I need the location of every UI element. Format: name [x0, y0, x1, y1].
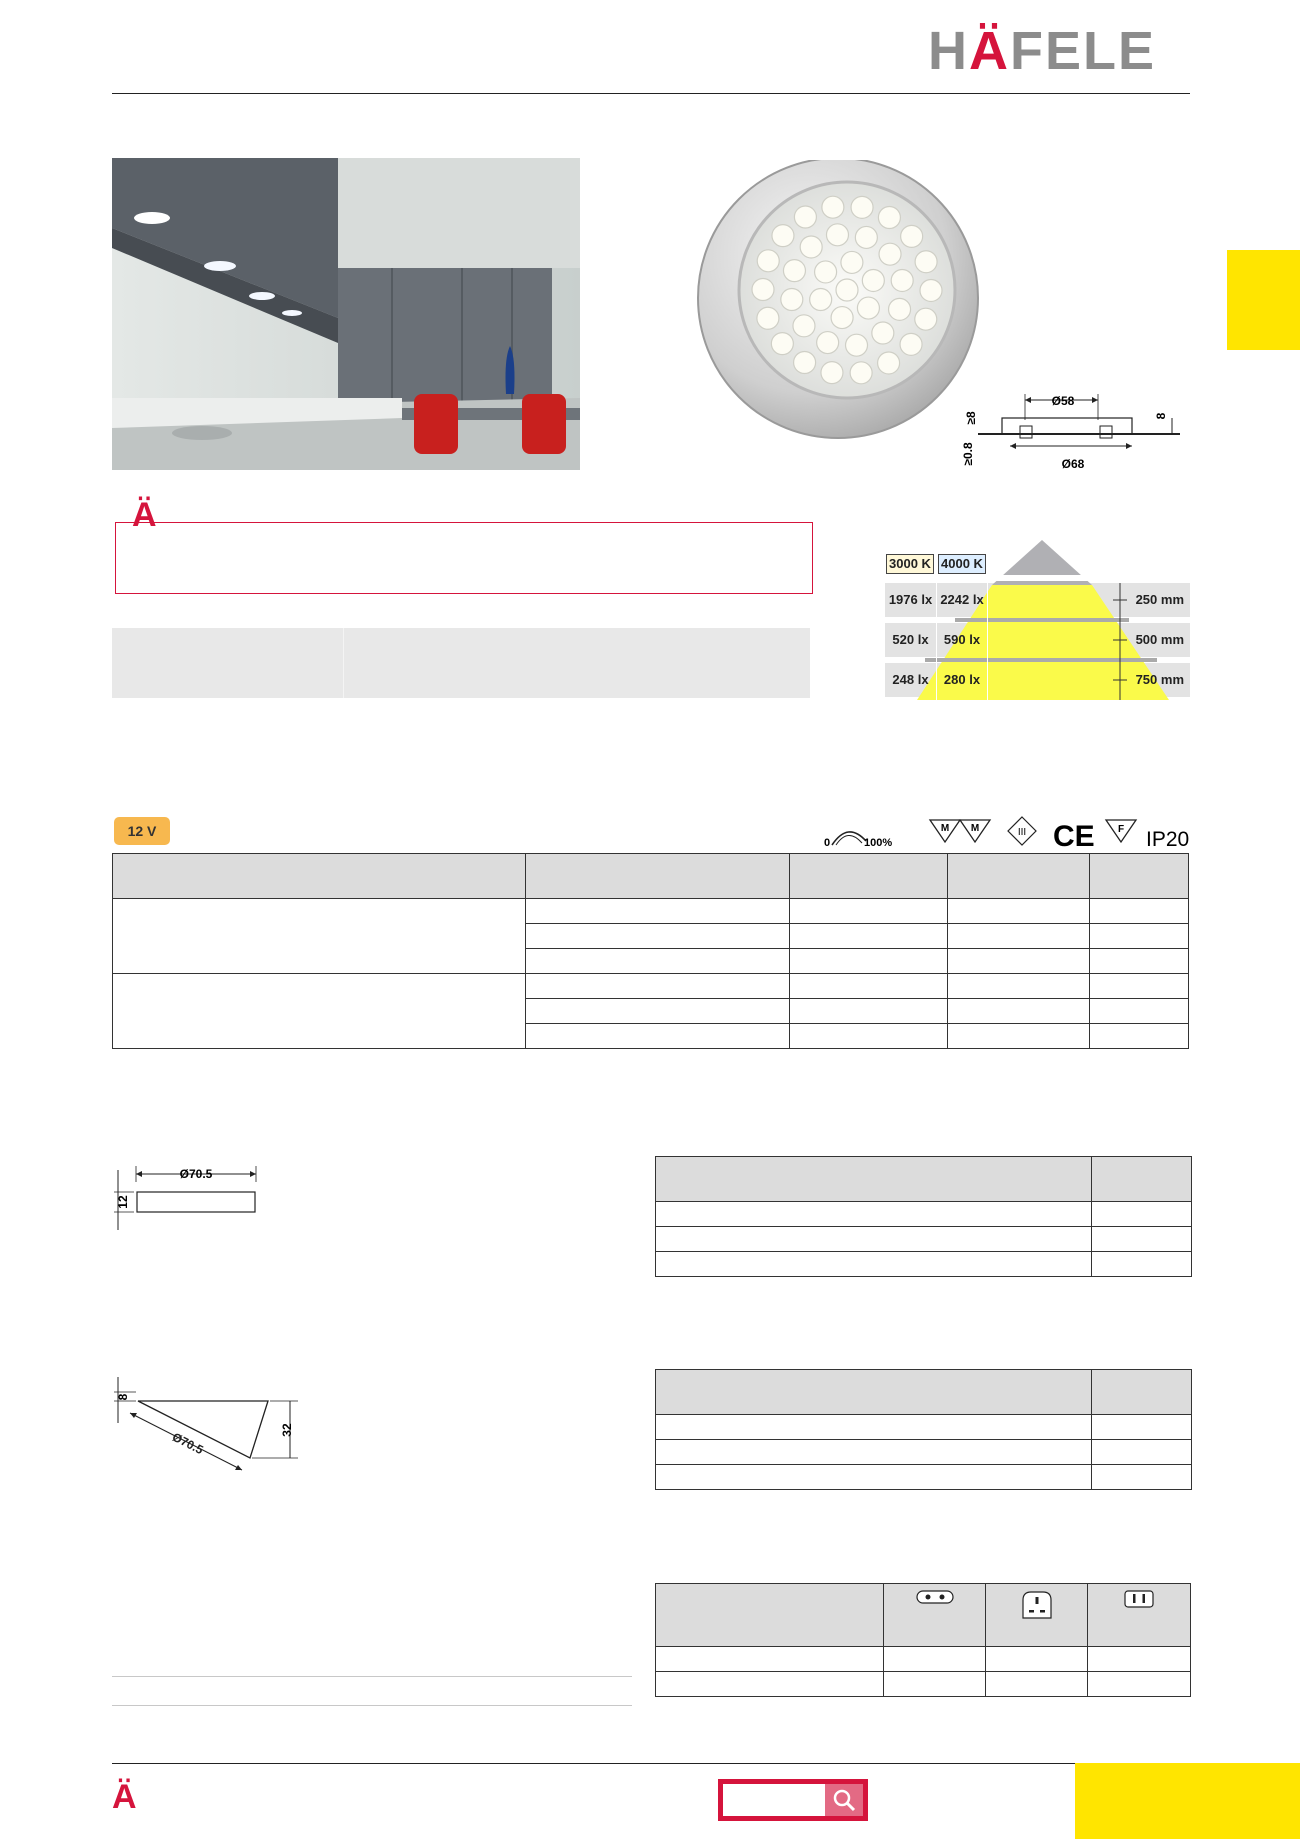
header-divider: [112, 93, 1190, 94]
led-dot: [772, 225, 794, 247]
lux-3000-250: 1976 lx: [888, 592, 933, 607]
led-dot: [815, 261, 837, 283]
dim-d68-label: Ø68: [1061, 457, 1085, 471]
info-panel-value: [344, 628, 810, 698]
divider: [112, 1705, 632, 1706]
lux-3000-500: 520 lx: [892, 632, 929, 647]
article-table: [112, 853, 1189, 1049]
spacer-ring-drawing: [110, 1160, 270, 1240]
search-box[interactable]: [718, 1779, 868, 1821]
angled-diameter-label: Ø70.5: [170, 1429, 206, 1458]
temp-4000k-label: 4000 K: [938, 554, 986, 574]
col-header-1: [113, 854, 526, 899]
led-dot: [915, 308, 937, 330]
footer-tab[interactable]: [1075, 1763, 1300, 1839]
col-header-2: [526, 854, 790, 899]
angled-height-left-label: 8: [116, 1393, 131, 1401]
lux-pyramid-chart: [885, 540, 1190, 700]
led-dot: [891, 269, 913, 291]
lux-4000-750: 280 lx: [943, 672, 981, 687]
dimmable-icon: [824, 832, 892, 849]
dim-d58-label: Ø58: [1051, 394, 1075, 408]
col-header-5: [1090, 854, 1189, 899]
led-dot: [841, 251, 863, 273]
table-row: [656, 1465, 1192, 1490]
kitchen-photo: [112, 158, 580, 470]
ip-rating-label: IP20: [1146, 828, 1190, 851]
table-row: [656, 1415, 1192, 1440]
kitchen-illustration: [112, 158, 580, 470]
info-panel: [112, 628, 810, 698]
brand-mark: Ä: [132, 496, 157, 534]
led-dot: [793, 315, 815, 337]
led-dot: [878, 206, 900, 228]
voltage-badge: 12 V: [114, 817, 170, 845]
table-row: [113, 974, 1189, 999]
led-dot: [836, 279, 858, 301]
temp-3000k-label: 3000 K: [886, 554, 934, 574]
led-dot: [901, 225, 923, 247]
led-dot: [794, 206, 816, 228]
article-table-header: [113, 854, 1189, 899]
led-dot: [915, 251, 937, 273]
ring-diameter-label: Ø70.5: [179, 1167, 213, 1181]
table-row: [656, 1202, 1192, 1227]
led-dot: [794, 352, 816, 374]
svg-text:III: III: [1017, 827, 1027, 838]
led-dot: [900, 333, 922, 355]
dim-min8-label: ≥8: [964, 411, 978, 425]
uk-plug-icon: [986, 1584, 1088, 1647]
table-row: [656, 1440, 1192, 1465]
mm-mark-icon: [930, 820, 990, 842]
certification-symbols: [820, 815, 1192, 851]
f-mark-icon: [1106, 820, 1136, 842]
accessory-table-2: [655, 1369, 1192, 1490]
led-dot: [850, 362, 872, 384]
led-dot: [821, 362, 843, 384]
table-row: [656, 1227, 1192, 1252]
table-row: [656, 1647, 1191, 1672]
divider: [112, 1676, 632, 1677]
group-cell: [113, 974, 526, 1049]
led-light-image: [693, 160, 983, 450]
svg-text:100%: 100%: [864, 837, 893, 849]
svg-text:0: 0: [824, 837, 831, 849]
note-box: [115, 522, 813, 594]
table-row: [113, 899, 1189, 924]
led-dot: [879, 243, 901, 265]
col-header-4: [948, 854, 1090, 899]
footer-divider: [112, 1763, 1080, 1764]
info-panel-label: [112, 628, 344, 698]
search-button[interactable]: [825, 1784, 863, 1816]
led-dot: [810, 289, 832, 311]
footer-brand-mark: Ä: [112, 1778, 137, 1816]
accessory-table-1: [655, 1156, 1192, 1277]
dim-sheet-label: ≥0.8: [961, 442, 975, 466]
plug-type-table: [655, 1583, 1191, 1697]
led-dot: [889, 298, 911, 320]
angled-ring-drawing: [110, 1375, 310, 1480]
svg-text:M: M: [970, 823, 980, 834]
led-dot: [831, 307, 853, 329]
led-dot: [920, 279, 942, 301]
svg-text:CE: CE: [1053, 820, 1095, 851]
led-dot: [800, 236, 822, 258]
led-dot: [862, 269, 884, 291]
led-dot: [817, 332, 839, 354]
led-dot: [783, 260, 805, 282]
col-header-3: [790, 854, 948, 899]
led-dot: [781, 289, 803, 311]
led-dot: [757, 250, 779, 272]
lux-4000-250: 2242 lx: [940, 592, 984, 607]
protection-class-iii-icon: [1008, 817, 1036, 845]
search-icon: [825, 1784, 863, 1816]
led-dot: [878, 352, 900, 374]
led-dot: [846, 334, 868, 356]
angled-height-right-label: 32: [280, 1423, 295, 1437]
table-row: [656, 1672, 1191, 1697]
lux-3000-750: 248 lx: [892, 672, 929, 687]
mounting-dimension-drawing: [960, 388, 1200, 478]
led-dot: [857, 297, 879, 319]
section-tab[interactable]: [1227, 250, 1300, 350]
distance-250: 250 mm: [1135, 592, 1184, 607]
distance-750: 750 mm: [1135, 672, 1184, 687]
led-dot: [855, 226, 877, 248]
led-dot: [752, 279, 774, 301]
led-dot: [771, 333, 793, 355]
table-row: [656, 1252, 1192, 1277]
group-cell: [113, 899, 526, 974]
led-dot: [872, 322, 894, 344]
distance-500: 500 mm: [1135, 632, 1184, 647]
lux-4000-500: 590 lx: [943, 632, 981, 647]
dim-h8-label: 8: [1154, 412, 1168, 420]
euro-plug-icon: [884, 1584, 986, 1647]
svg-text:F: F: [1117, 824, 1125, 835]
led-dot: [826, 224, 848, 246]
led-dot: [822, 196, 844, 218]
led-dot: [757, 307, 779, 329]
led-dot: [851, 196, 873, 218]
svg-text:M: M: [940, 823, 950, 834]
ce-mark-icon: [1053, 820, 1095, 851]
us-plug-icon: [1088, 1584, 1191, 1647]
ring-height-label: 12: [116, 1195, 131, 1209]
hafele-logo: HÄFELE: [928, 21, 1157, 81]
